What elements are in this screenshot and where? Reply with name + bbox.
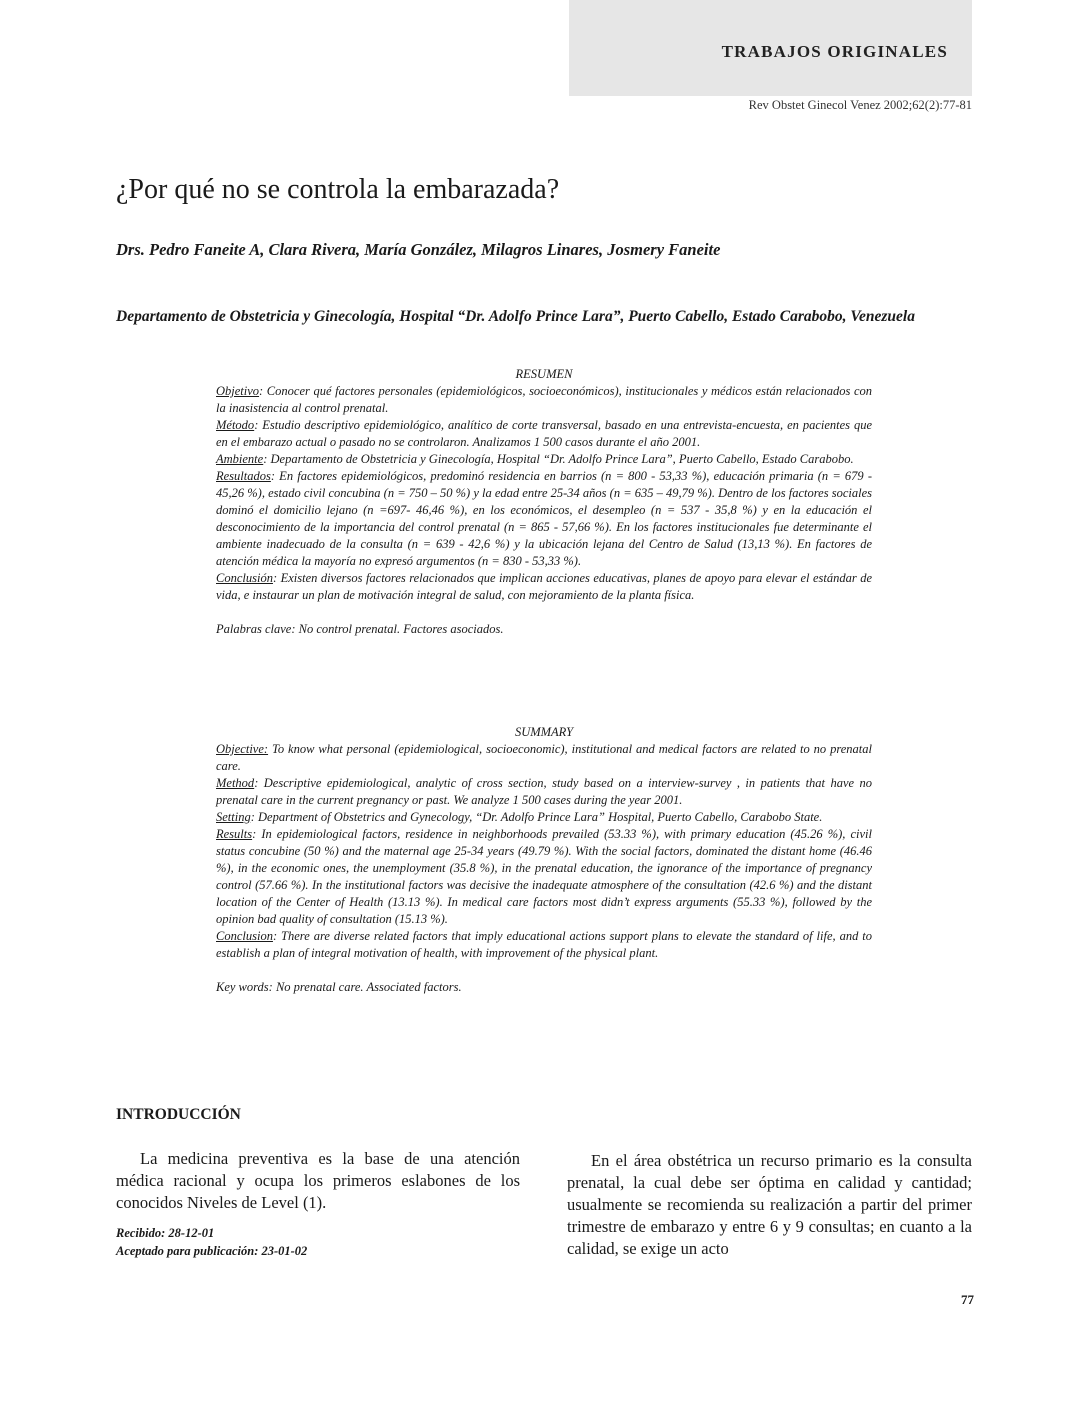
- setting-label: Setting: [216, 810, 251, 824]
- setting-text: : Department of Obstetrics and Gynecology, “Dr. Adolfo Prince Lara” Hospital, Puerto Cabello, Carabobo State.: [250, 810, 823, 824]
- article-title: ¿Por qué no se controla la embarazada?: [116, 174, 560, 205]
- method-label: Method: [216, 776, 255, 790]
- section-header-box: [569, 0, 972, 96]
- summary-conclusion-text: : There are diverse related factors that imply educational actions support plans to elevate the standard of life, and to establish a plan of integral motivation of health, with improvement of the physical plant.: [216, 929, 872, 960]
- summary-setting: [216, 809, 872, 826]
- summary-conclusion-label: Conclusion: [216, 929, 273, 943]
- summary-heading: SUMMARY: [514, 725, 574, 739]
- resultados-text: : En factores epidemiológicos, predominó residencia en barrios (n = 800 - 53,33 %), educación primaria (n = 679 - 45,26 %), estado civil concubina (n = 750 – 50 %) y la edad entre 25-34 años (n = 635 – 49,79 %). Dentro de los factores sociales dominó el domicilio lejano (n =697- 46,46 %), en los económicos, el desempleo (n = 537 - 35,8 %) y en la educación el desconocimiento de la importancia del control prenatal (n = 865 - 57,66 %). En los factores institucionales fue determinante el ambiente inadecuado de la consulta (n = 639 - 42,6 %) y la ubicación lejana del Centro de Salud (13,13 %). En factores de atención médica la mayoría no expresó argumentos (n = 830 - 53,33 %).: [216, 469, 872, 568]
- intro-paragraph-right: En el área obstétrica un recurso primario es la consulta prenatal, la cual debe ser óptima en calidad y cantidad; usualmente se recomienda su realización a partir del primer trimestre de embarazo y entre 6 y 9 consultas; en cuanto a la calidad, se exige un acto: [567, 1151, 972, 1258]
- received-date: Recibido: 28-12-01: [116, 1226, 215, 1240]
- article-affiliation: Departamento de Obstetricia y Ginecología, Hospital “Dr. Adolfo Prince Lara”, Puerto Cabello, Estado Carabobo, Venezuela: [116, 308, 915, 325]
- objective-label: Objective:: [216, 742, 269, 756]
- objetivo-text: : Conocer qué factores personales (epidemiológicos, socioeconómicos), institucionales y médicos están relacionados con la inasistencia al control prenatal.: [216, 384, 872, 415]
- resumen-keywords: Palabras clave: No control prenatal. Factores asociados.: [216, 622, 504, 636]
- intro-paragraph-left: La medicina preventiva es la base de una atención médica racional y ocupa los primeros eslabones de los conocidos Niveles de Level (1).: [116, 1149, 520, 1212]
- summary-keywords: Key words: No prenatal care. Associated factors.: [216, 980, 462, 994]
- conclusion-label: Conclusión: [216, 571, 273, 585]
- left-column: [116, 1148, 520, 1214]
- resumen-heading: RESUMEN: [515, 367, 573, 381]
- resumen-metodo: [216, 417, 872, 451]
- accepted-date: Aceptado para publicación: 23-01-02: [116, 1244, 308, 1258]
- journal-citation: Rev Obstet Ginecol Venez 2002;62(2):77-81: [748, 98, 972, 112]
- ambiente-label: Ambiente: [216, 452, 264, 466]
- right-column: [567, 1150, 972, 1260]
- resumen-conclusion: [216, 570, 872, 604]
- section-label: TRABAJOS ORIGINALES: [721, 42, 948, 61]
- objective-text: To know what personal (epidemiological, socioeconomic), institutional and medical factors are related to no prenatal care.: [216, 742, 872, 773]
- intro-heading: INTRODUCCIÓN: [116, 1106, 241, 1123]
- metodo-text: : Estudio descriptivo epidemiológico, analítico de corte transversal, basado en una entrevista-encuesta, en pacientes que en el embarazo actual o pasado no se controlaron. Analizamos 1 500 casos durante el año 2001.: [216, 418, 872, 449]
- summary-abstract: [216, 724, 872, 996]
- resultados-label: Resultados: [216, 469, 271, 483]
- submission-dates: [116, 1224, 307, 1260]
- summary-objective: [216, 741, 872, 775]
- summary-conclusion: [216, 928, 872, 962]
- results-text: : In epidemiological factors, residence in neighborhoods prevailed (53.33 %), with primary education (45.26 %), civil status concubine (50 %) and the maternal age 25-34 years (49.79 %). With the social factors, dominated the distant home (46.46 %), in the economic ones, the unemployment (35.8 %), in the prenatal education, the ignorance of the importance of pregnancy control (57.66 %). In the institutional factors was decisive the inadequate atmosphere of the consultation (42.6 %) and the distant location of the Center of Health (13.13 %). In medical care factors most didn’t express arguments (55.33 %), followed by the opinion bad quality of consultation (15.13 %).: [216, 827, 872, 926]
- results-label: Results: [216, 827, 253, 841]
- article-authors: Drs. Pedro Faneite A, Clara Rivera, María González, Milagros Linares, Josmery Faneite: [116, 240, 721, 259]
- resumen-ambiente: [216, 451, 872, 468]
- ambiente-text: : Departamento de Obstetricia y Ginecología, Hospital “Dr. Adolfo Prince Lara”, Puerto Cabello, Estado Carabobo.: [263, 452, 854, 466]
- resumen-abstract: [216, 366, 872, 638]
- metodo-label: Método: [216, 418, 255, 432]
- page-number: 77: [961, 1292, 974, 1307]
- resumen-objetivo: [216, 383, 872, 417]
- conclusion-text: : Existen diversos factores relacionados que implican acciones educativas, planes de apoyo para elevar el estándar de vida, e instaurar un plan de motivación integral de salud, con mejoramiento de la planta física.: [216, 571, 872, 602]
- objetivo-label: Objetivo: [216, 384, 260, 398]
- method-text: : Descriptive epidemiological, analytic of cross section, study based on a interview-survey , in patients that have no prenatal care in the current pregnancy or past. We analyze 1 500 cases during the year 2001.: [216, 776, 872, 807]
- summary-results: [216, 826, 872, 928]
- summary-method: [216, 775, 872, 809]
- resumen-resultados: [216, 468, 872, 570]
